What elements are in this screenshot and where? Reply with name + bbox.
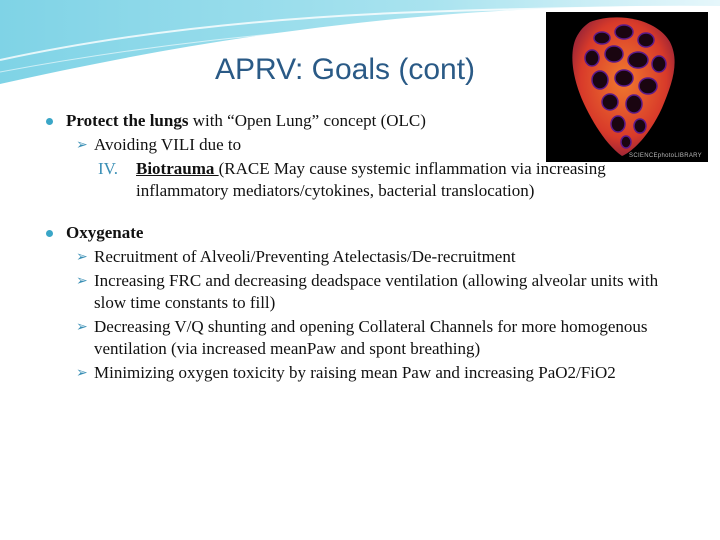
arrow-chevron-icon: ➢: [76, 273, 88, 289]
sub-bullet-avoiding-vili: [46, 134, 666, 156]
arrow-chevron-icon: ➢: [76, 365, 88, 381]
bullet-bold-text: Protect the lungs: [66, 111, 189, 130]
bullet-bold-text: Oxygenate: [66, 223, 144, 242]
sub-bullet-text: Recruitment of Alveoli/Preventing Atelectasis/De-recruitment: [94, 247, 516, 266]
sub-bullet-oxygen-toxicity: [46, 362, 666, 384]
filled-circle-icon: [46, 230, 53, 237]
bullet-list: [46, 110, 666, 384]
filled-circle-icon: [46, 118, 53, 125]
sub-bullet-frc: [46, 270, 666, 314]
numbered-item-biotrauma: [46, 158, 666, 202]
numbered-item-text: (RACE May cause systemic inflammation via increasing inflammatory mediators/cytokines, bacterial translocation): [136, 159, 606, 200]
arrow-chevron-icon: ➢: [76, 319, 88, 335]
sub-bullet-text: Decreasing V/Q shunting and opening Collateral Channels for more homogenous ventilation (via increased meanPaw and spont breathing): [94, 317, 648, 358]
underlined-term: Biotrauma: [136, 159, 219, 178]
bullet-oxygenate: [46, 222, 666, 244]
arrow-chevron-icon: ➢: [76, 249, 88, 265]
roman-numeral: IV.: [98, 159, 118, 178]
slide-title: APRV: Goals (cont): [214, 53, 476, 86]
bullet-protect-lungs: [46, 110, 666, 132]
sub-bullet-recruitment: [46, 246, 666, 268]
sub-bullet-text: Avoiding VILI due to: [94, 135, 242, 154]
arrow-chevron-icon: ➢: [76, 137, 88, 153]
sub-bullet-text: Minimizing oxygen toxicity by raising mean Paw and increasing PaO2/FiO2: [94, 363, 616, 382]
bullet-text: with “Open Lung” concept (OLC): [188, 111, 426, 130]
sub-bullet-text: Increasing FRC and decreasing deadspace ventilation (allowing alveolar units with slow time constants to fill): [94, 271, 659, 312]
photo-credit: SCIENCEphotoLIBRARY: [629, 153, 702, 159]
sub-bullet-vq-shunting: [46, 316, 666, 360]
